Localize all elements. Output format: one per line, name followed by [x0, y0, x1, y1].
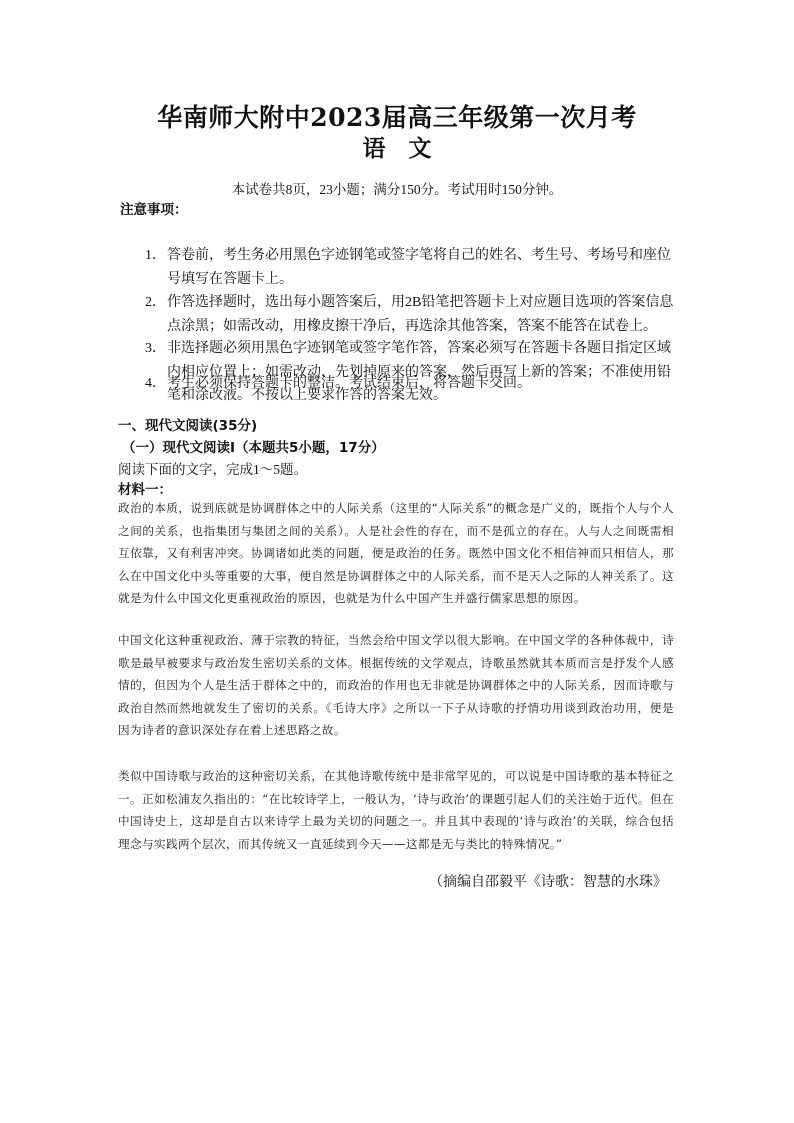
- notice-heading: 注意事项：: [120, 202, 188, 218]
- exam-title: 华南师大附中2023届高三年级第一次月考: [157, 103, 637, 132]
- notice-item-text: 答卷前，考生务必用黑色字迹钢笔或签字笔将自己的姓名、考生号、考场号和座位号填写在答题卡上。: [167, 248, 671, 287]
- section-subtitle: （一）现代文阅读Ⅰ（本题共5小题，17分）: [122, 440, 385, 456]
- notice-item-number: 1．: [145, 248, 166, 263]
- reading-instruction: 阅读下面的文字，完成1～5题。: [118, 462, 307, 477]
- exam-info: 本试卷共8页，23小题；满分150分。考试用时150分钟。: [231, 182, 563, 197]
- source-citation: （摘编自邵毅平《诗歌：智慧的水珠》: [429, 875, 667, 890]
- notice-item-number: 4．: [145, 376, 166, 391]
- notice-item-text: 作答选择题时，选出每小题答案后，用2B铅笔把答题卡上对应题目选项的答案信息点涂黑；如需改动，用橡皮擦干净后，再选涂其他答案，答案不能答在试卷上。: [167, 295, 674, 334]
- notice-item: [145, 372, 680, 396]
- notice-item-number: 2．: [145, 295, 166, 310]
- material-paragraph: 中国文化这种重视政治、薄于宗教的特征，当然会给中国文学以很大影响。在中国文学的各种体裁中，诗歌是最早被要求与政治发生密切关系的文体。根据传统的文学观点，诗歌虽然就其本质而言是抒发个人感情的，但因为个人是生活于群体之中的，而政治的作用也无非就是协调群体之中的人际关系，因而诗歌与政治自然而然地就发生了密切的关系。《毛诗大序》之所以一下子从诗歌的抒情功用谈到政治功用，便是因为诗者的意识深处存在着上述思路之故。: [118, 633, 674, 738]
- notice-item-number: 3．: [145, 341, 166, 356]
- material-paragraph: 类似中国诗歌与政治的这种密切关系，在其他诗歌传统中是非常罕见的，可以说是中国诗歌的基本特征之一。正如松浦友久指出的：“在比较诗学上，一般认为，‘诗与政治’的课题引起人们的关注始于近代。但在中国诗史上，这却是自古以来诗学上最为关切的问题之一。并且其中表现的‘诗与政治’的关联，综合包括理念与实践两个层次，而其传统又一直延续到今天——这都是无与类比的特殊情况。”: [118, 769, 674, 851]
- notice-item: [145, 244, 680, 291]
- notice-item-text: 考生必须保持答题卡的整洁。考试结束后，将答题卡交回。: [167, 376, 531, 391]
- subject-title: 语 文: [362, 135, 432, 162]
- notice-item-text: 非选择题必须用黑色字迹钢笔或签字笔作答，答案必须写在答题卡各题目指定区域内相应位置上；如需改动，先划掉原来的答案，然后再写上新的答案；不准使用铅笔和涂改液。不按以上要求作答的答案无效。: [167, 341, 671, 403]
- section-title: 一、现代文阅读(35分): [118, 418, 258, 434]
- material-paragraph: 政治的本质，说到底就是协调群体之中的人际关系（这里的“人际关系”的概念是广义的，既指个人与个人之间的关系，也指集团与集团之间的关系）。人是社会性的存在，而不是孤立的存在。人与人之间既需相互依靠，又有利害冲突。协调诸如此类的问题，便是政治的任务。既然中国文化不相信神而只相信人，那么在中国文化中头等重要的大事，便自然是协调群体之中的人际关系，而不是天人之际的人神关系了。这就是为什么中国文化更重视政治的原因，也就是为什么中国产生并盛行儒家思想的原因。: [118, 501, 674, 606]
- material-label: 材料一：: [118, 482, 172, 498]
- notice-item: [145, 291, 680, 338]
